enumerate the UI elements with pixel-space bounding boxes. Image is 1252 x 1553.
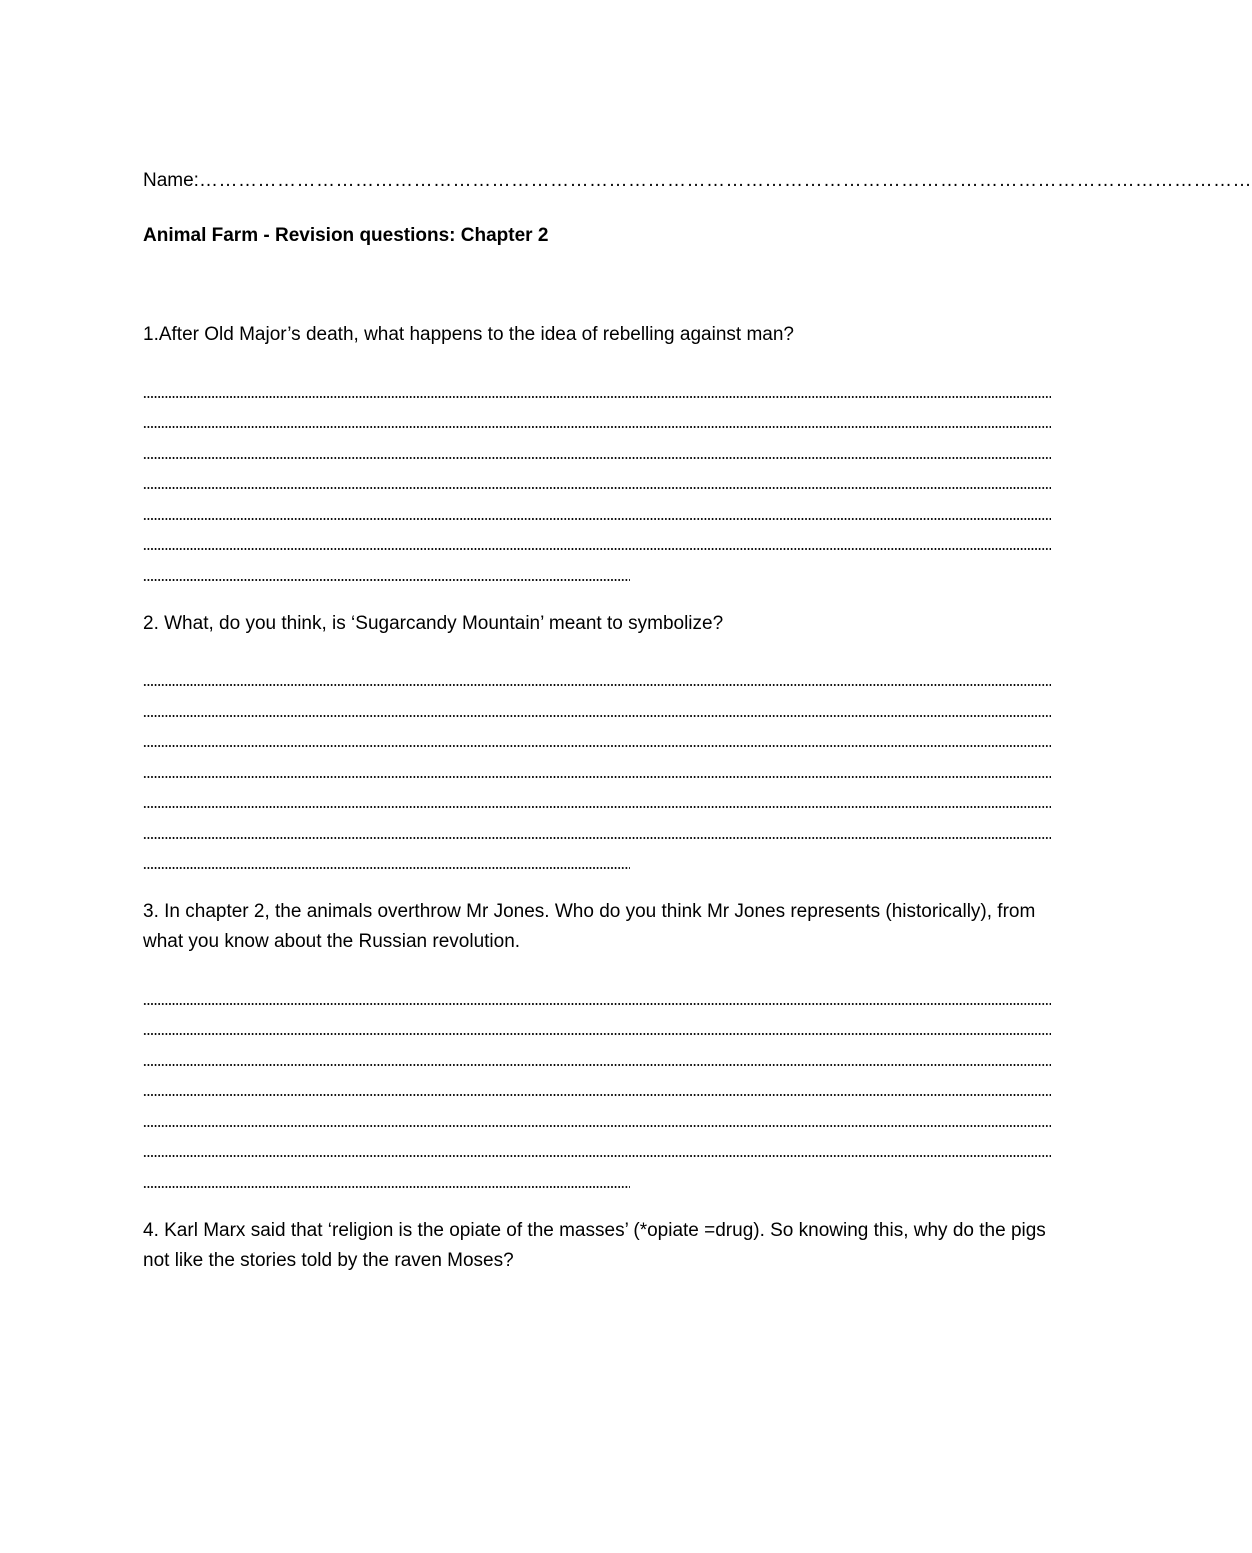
worksheet-content <box>143 166 1252 1276</box>
answer-line[interactable] <box>143 556 1051 587</box>
question-1: 1.After Old Major’s death, what happens to the idea of rebelling against man? <box>143 324 794 345</box>
answer-line[interactable] <box>143 753 1051 784</box>
answer-line[interactable] <box>143 495 1051 526</box>
answer-line[interactable] <box>143 692 1051 723</box>
answer-line[interactable] <box>143 784 1051 815</box>
answer-line[interactable] <box>143 845 1051 876</box>
name-label: Name: <box>143 170 199 191</box>
answer-line[interactable] <box>143 1072 1051 1103</box>
answer-line[interactable] <box>143 1133 1051 1164</box>
name-answer-line[interactable]: ……………………………………………………………………………………………………………………………………………… <box>198 170 1252 191</box>
answer-line[interactable] <box>143 723 1051 754</box>
answer-line[interactable] <box>143 373 1051 404</box>
name-row <box>143 166 1252 196</box>
answer-line[interactable] <box>143 434 1051 465</box>
answer-area-3[interactable] <box>143 980 1051 1194</box>
answer-area-1[interactable] <box>143 373 1051 587</box>
question-3: 3. In chapter 2, the animals overthrow Mr Jones. Who do you think Mr Jones represents (historically), from what you know about the Russian revolution. <box>143 901 1036 952</box>
answer-line[interactable] <box>143 662 1051 693</box>
answer-line[interactable] <box>143 404 1051 435</box>
answer-line[interactable] <box>143 814 1051 845</box>
answer-line[interactable] <box>143 1102 1051 1133</box>
answer-line[interactable] <box>143 465 1051 496</box>
answer-line[interactable] <box>143 1011 1051 1042</box>
answer-line[interactable] <box>143 526 1051 557</box>
answer-area-2[interactable] <box>143 662 1051 876</box>
answer-line[interactable] <box>143 1041 1051 1072</box>
worksheet-title: Animal Farm - Revision questions: Chapter 2 <box>143 225 549 246</box>
question-4: 4. Karl Marx said that ‘religion is the opiate of the masses’ (*opiate =drug). So knowing this, why do the pigs not like the stories told by the raven Moses? <box>143 1219 1046 1271</box>
question-2: 2. What, do you think, is ‘Sugarcandy Mountain’ meant to symbolize? <box>143 612 724 634</box>
answer-line[interactable] <box>143 1163 1051 1194</box>
answer-line[interactable] <box>143 980 1051 1011</box>
